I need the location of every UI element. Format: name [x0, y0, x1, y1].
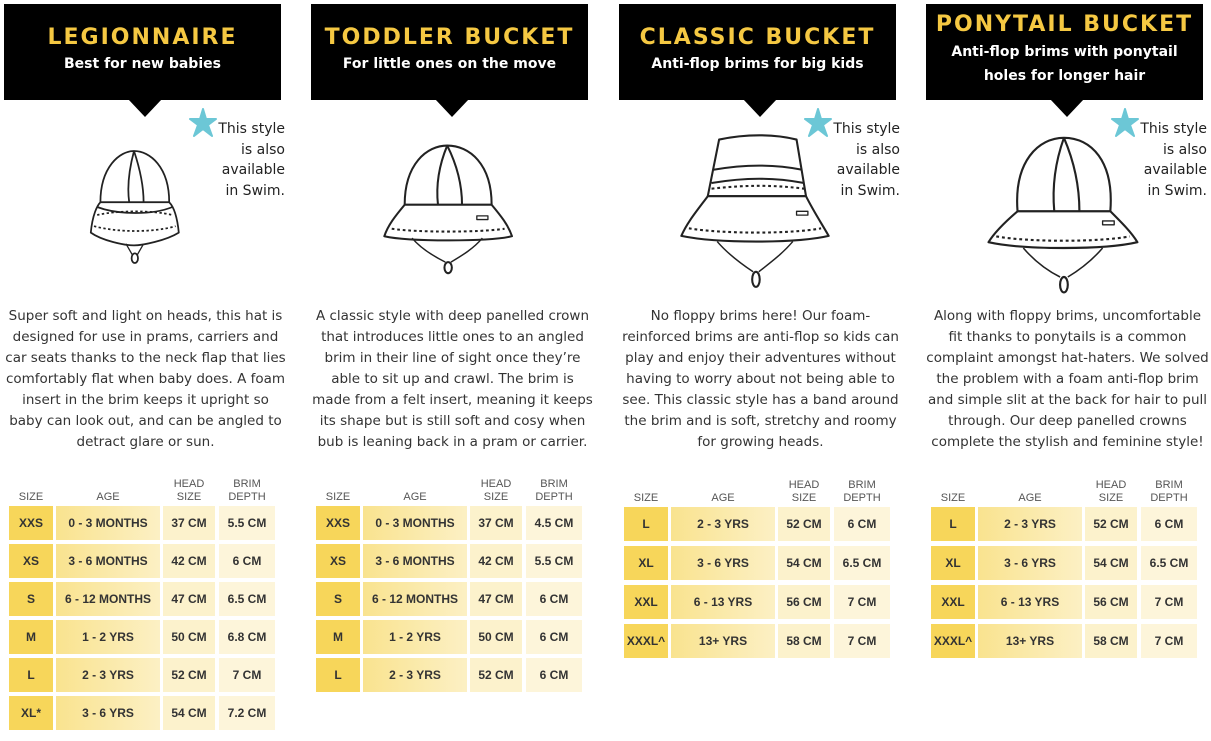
head-size-cell: 52 CM [778, 507, 830, 541]
size-cell: XXXL^ [624, 624, 668, 658]
age-cell: 6 - 13 YRS [671, 585, 775, 619]
age-cell: 3 - 6 MONTHS [363, 544, 467, 578]
age-cell: 3 - 6 YRS [978, 546, 1082, 580]
head-size-cell: 47 CM [163, 582, 215, 616]
legionnaire-hat-illustration [86, 140, 206, 290]
banner [619, 4, 896, 100]
age-cell: 3 - 6 YRS [671, 546, 775, 580]
brim-depth-cell: 6.5 CM [834, 546, 890, 580]
head-size-cell: 52 CM [163, 658, 215, 692]
header-head-size: HEAD SIZE [173, 478, 205, 503]
table-row [931, 507, 1205, 543]
size-cell: XXL [931, 585, 975, 619]
banner-pointer [743, 99, 777, 117]
table-header [316, 472, 590, 506]
table-row [9, 582, 283, 616]
banner [926, 4, 1203, 100]
table-row [9, 658, 283, 692]
header-size: SIZE [633, 492, 659, 504]
header-size: SIZE [18, 491, 44, 503]
age-cell: 2 - 3 YRS [978, 507, 1082, 541]
toddler-bucket-hat-illustration [379, 140, 521, 288]
header-head-size: HEAD SIZE [480, 478, 512, 503]
style-subtitle: Anti-flop brims for big kids [651, 56, 864, 72]
size-cell: L [316, 658, 360, 692]
brim-depth-cell: 7 CM [219, 658, 275, 692]
head-size-cell: 58 CM [778, 624, 830, 658]
column-ponytail-bucket [926, 0, 1211, 741]
table-row [9, 544, 283, 578]
brim-depth-cell: 6.5 CM [1141, 546, 1197, 580]
head-size-cell: 52 CM [470, 658, 522, 692]
style-description: A classic style with deep panelled crown that introduces little ones to an angled brim in their line of sight once they’re able to sit up and crawl. The brim is made from a felt insert, meaning it keeps its shape but is still soft and cosy when bub is leaning back in a pram or carrier. [312, 308, 593, 450]
size-cell: XS [9, 544, 53, 578]
style-subtitle: For little ones on the move [342, 56, 557, 72]
header-age: AGE [96, 491, 120, 503]
table-row [931, 585, 1205, 621]
banner-pointer [435, 99, 469, 117]
brim-depth-cell: 6 CM [219, 544, 275, 578]
swim-note: This style is also available in Swim. [218, 121, 285, 199]
brim-depth-cell: 7 CM [834, 585, 890, 619]
size-table [316, 472, 590, 696]
brim-depth-cell: 4.5 CM [526, 506, 582, 540]
size-cell: XXL [624, 585, 668, 619]
table-row [9, 620, 283, 654]
brim-depth-cell: 7 CM [1141, 624, 1197, 658]
age-cell: 13+ YRS [978, 624, 1082, 658]
table-row [316, 620, 590, 654]
head-size-cell: 50 CM [470, 620, 522, 654]
table-row [624, 624, 898, 660]
size-cell: XXS [9, 506, 53, 540]
brim-depth-cell: 6 CM [526, 620, 582, 654]
style-title: TODDLER BUCKET [324, 25, 575, 50]
brim-depth-cell: 6 CM [526, 658, 582, 692]
age-cell: 13+ YRS [671, 624, 775, 658]
table-row [931, 624, 1205, 660]
table-row [316, 582, 590, 616]
size-cell: XL [624, 546, 668, 580]
header-brim-depth: BRIM DEPTH [228, 478, 266, 503]
brim-depth-cell: 6 CM [1141, 507, 1197, 541]
size-cell: XS [316, 544, 360, 578]
size-cell: XXXL^ [931, 624, 975, 658]
table-row [931, 546, 1205, 582]
table-header [9, 472, 283, 506]
swim-note: This style is also available in Swim. [1140, 121, 1207, 199]
table-row [9, 696, 283, 730]
style-description: Super soft and light on heads, this hat is designed for use in prams, carriers and car seats thanks to the neck flap that lies comfortably flat when baby does. A foam insert in the brim keeps it upright so baby can look out, and can be angled to detract glare or sun. [5, 308, 286, 450]
table-row [9, 506, 283, 540]
header-head-size: HEAD SIZE [1095, 479, 1127, 504]
column-classic-bucket [619, 0, 904, 741]
column-toddler-bucket [311, 0, 596, 741]
ponytail-bucket-hat-illustration [982, 132, 1142, 306]
age-cell: 3 - 6 YRS [56, 696, 160, 730]
table-row [316, 506, 590, 540]
header-size: SIZE [325, 491, 351, 503]
size-cell: XL [931, 546, 975, 580]
style-subtitle: Best for new babies [64, 56, 221, 72]
size-cell: L [931, 507, 975, 541]
brim-depth-cell: 7 CM [834, 624, 890, 658]
header-head-size: HEAD SIZE [788, 479, 820, 504]
size-table [9, 472, 283, 734]
banner [311, 4, 588, 100]
banner [4, 4, 281, 100]
size-cell: L [9, 658, 53, 692]
head-size-cell: 56 CM [778, 585, 830, 619]
head-size-cell: 50 CM [163, 620, 215, 654]
header-age: AGE [403, 491, 427, 503]
banner-pointer [1050, 99, 1084, 117]
age-cell: 6 - 12 MONTHS [56, 582, 160, 616]
brim-depth-cell: 6 CM [834, 507, 890, 541]
table-row [624, 546, 898, 582]
size-cell: M [9, 620, 53, 654]
head-size-cell: 54 CM [1085, 546, 1137, 580]
head-size-cell: 37 CM [470, 506, 522, 540]
size-cell: L [624, 507, 668, 541]
head-size-cell: 54 CM [778, 546, 830, 580]
table-header [624, 473, 898, 507]
size-cell: XXS [316, 506, 360, 540]
header-age: AGE [1018, 492, 1042, 504]
style-title: LEGIONNAIRE [47, 25, 238, 50]
brim-depth-cell: 7.2 CM [219, 696, 275, 730]
swim-note: This style is also available in Swim. [833, 121, 900, 199]
size-cell: S [9, 582, 53, 616]
brim-depth-cell: 5.5 CM [219, 506, 275, 540]
size-cell: S [316, 582, 360, 616]
head-size-cell: 37 CM [163, 506, 215, 540]
head-size-cell: 54 CM [163, 696, 215, 730]
age-cell: 2 - 3 YRS [671, 507, 775, 541]
style-title: PONYTAIL BUCKET [935, 12, 1194, 37]
header-size: SIZE [940, 492, 966, 504]
size-table [931, 473, 1205, 663]
table-row [624, 507, 898, 543]
style-title: CLASSIC BUCKET [639, 25, 876, 50]
classic-bucket-hat-illustration [675, 132, 835, 302]
age-cell: 6 - 13 YRS [978, 585, 1082, 619]
size-cell: XL* [9, 696, 53, 730]
table-row [316, 658, 590, 692]
head-size-cell: 42 CM [470, 544, 522, 578]
header-brim-depth: BRIM DEPTH [843, 479, 881, 504]
head-size-cell: 47 CM [470, 582, 522, 616]
head-size-cell: 56 CM [1085, 585, 1137, 619]
style-description: No floppy brims here! Our foam-reinforced brims are anti-flop so kids can play and enjoy their adventures without having to worry about not being able to see. This classic style has a band around the brim and is soft, stretchy and roomy for growing heads. [622, 308, 899, 450]
size-cell: M [316, 620, 360, 654]
age-cell: 2 - 3 YRS [56, 658, 160, 692]
age-cell: 1 - 2 YRS [363, 620, 467, 654]
header-brim-depth: BRIM DEPTH [535, 478, 573, 503]
table-row [316, 544, 590, 578]
brim-depth-cell: 6.8 CM [219, 620, 275, 654]
table-header [931, 473, 1205, 507]
table-row [624, 585, 898, 621]
head-size-cell: 58 CM [1085, 624, 1137, 658]
style-subtitle: Anti-flop brims with ponytail holes for longer hair [951, 44, 1178, 84]
brim-depth-cell: 7 CM [1141, 585, 1197, 619]
age-cell: 1 - 2 YRS [56, 620, 160, 654]
header-age: AGE [711, 492, 735, 504]
size-table [624, 473, 898, 663]
banner-pointer [128, 99, 162, 117]
brim-depth-cell: 6 CM [526, 582, 582, 616]
head-size-cell: 42 CM [163, 544, 215, 578]
age-cell: 2 - 3 YRS [363, 658, 467, 692]
column-legionnaire [4, 0, 289, 741]
age-cell: 0 - 3 MONTHS [363, 506, 467, 540]
header-brim-depth: BRIM DEPTH [1150, 479, 1188, 504]
brim-depth-cell: 6.5 CM [219, 582, 275, 616]
age-cell: 0 - 3 MONTHS [56, 506, 160, 540]
age-cell: 6 - 12 MONTHS [363, 582, 467, 616]
style-description: Along with floppy brims, uncomfortable fit thanks to ponytails is a common complaint amongst hat-haters. We solved the problem with a foam anti-flop brim and simple slit at the back for hair to pull through. Our deep panelled crowns complete the stylish and feminine style! [926, 308, 1209, 450]
age-cell: 3 - 6 MONTHS [56, 544, 160, 578]
brim-depth-cell: 5.5 CM [526, 544, 582, 578]
head-size-cell: 52 CM [1085, 507, 1137, 541]
